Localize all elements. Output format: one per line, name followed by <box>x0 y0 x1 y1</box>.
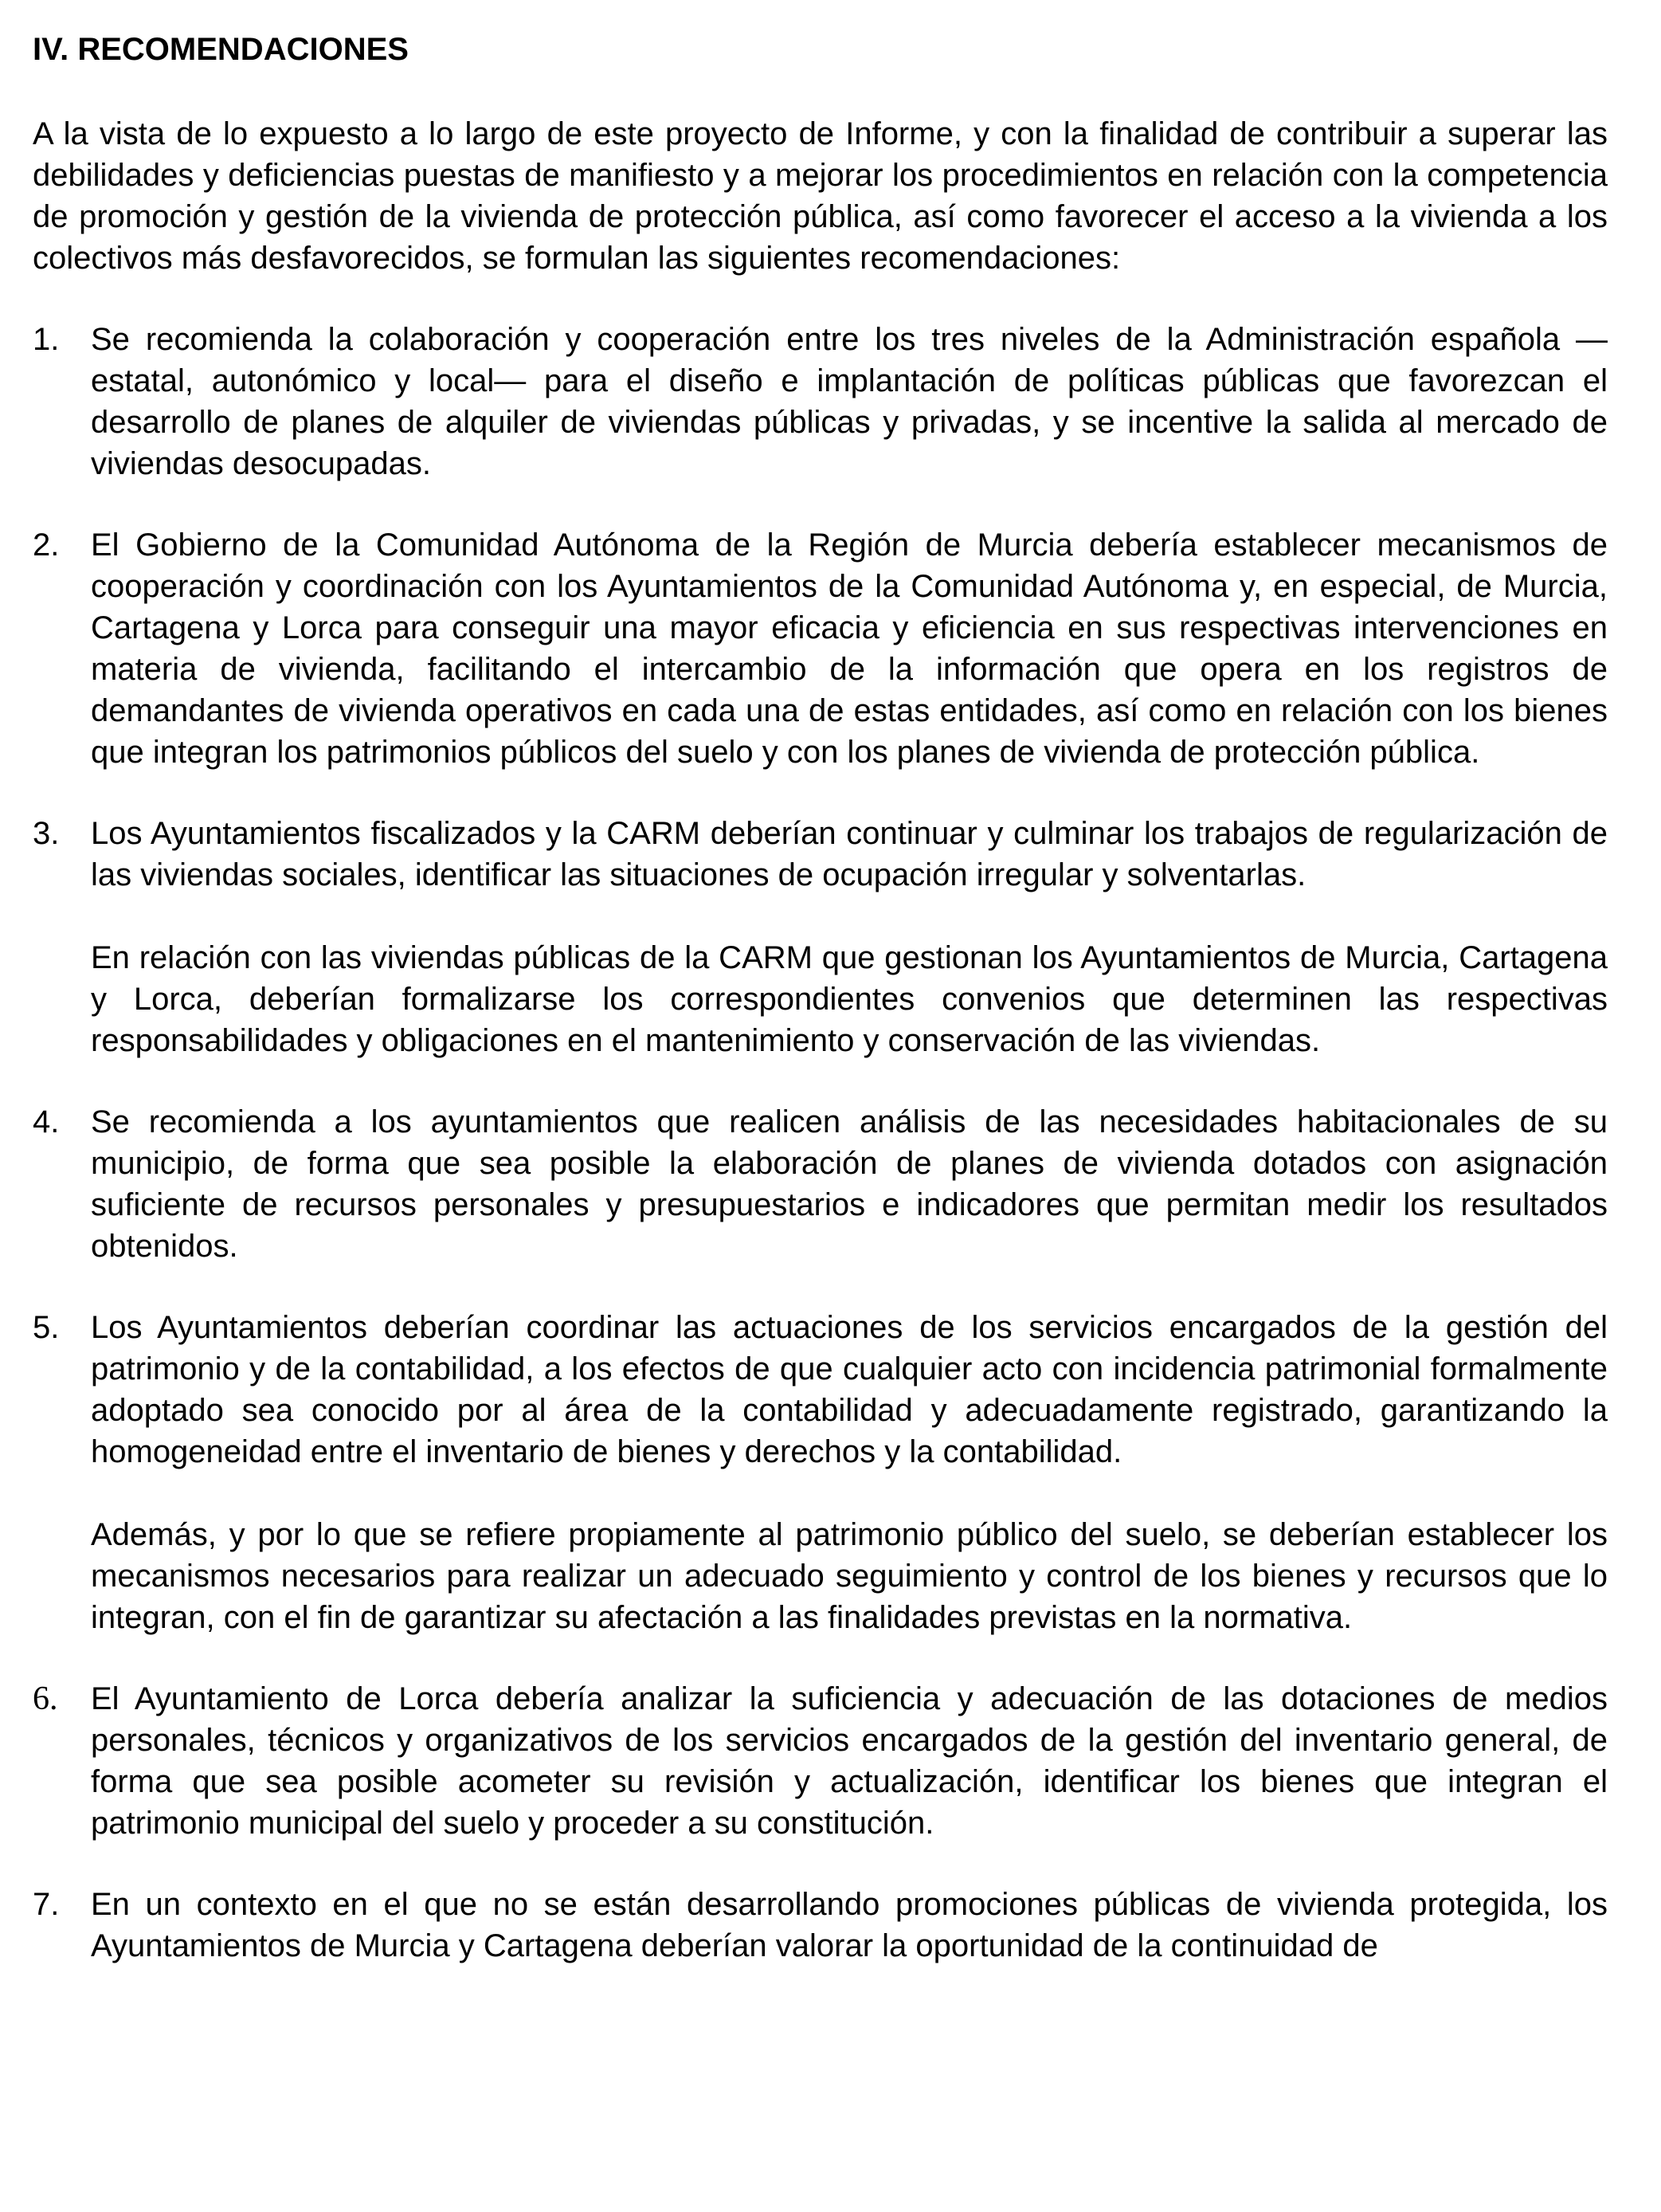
item-paragraph: En un contexto en el que no se están desarrollando promociones públicas de vivienda protegida, los Ayuntamientos de Murcia y Cartagena deberían valorar la oportunidad de la continuidad de <box>91 1887 1608 1963</box>
item-body <box>91 524 1608 773</box>
item-paragraph: Se recomienda a los ayuntamientos que realicen análisis de las necesidades habitacionales de su municipio, de forma que sea posible la elaboración de planes de vivienda dotados con asignación suficiente de recursos personales y presupuestarios e indicadores que permitan medir los resultados obtenidos. <box>91 1104 1608 1264</box>
recommendation-item <box>33 1307 1608 1638</box>
recommendation-item <box>33 1678 1608 1844</box>
item-paragraph: Se recomienda la colaboración y cooperación entre los tres niveles de la Administración española —estatal, autonómico y local— para el diseño e implantación de políticas públicas que favorezcan el desarrollo de planes de alquiler de viviendas públicas y privadas, y se incentive la salida al mercado de viviendas desocupadas. <box>91 322 1608 481</box>
item-body <box>91 319 1608 484</box>
item-body <box>91 813 1608 1061</box>
item-number: 4. <box>33 1104 60 1139</box>
item-number: 6. <box>33 1681 58 1717</box>
section-heading: IV. RECOMENDACIONES <box>33 32 409 67</box>
item-paragraph: Además, y por lo que se refiere propiamente al patrimonio público del suelo, se deberían establecer los mecanismos necesarios para realizar un adecuado seguimiento y control de los bienes y recursos que lo integran, con el fin de garantizar su afectación a las finalidades previstas en la normativa. <box>91 1517 1608 1635</box>
item-body <box>91 1101 1608 1267</box>
item-number: 3. <box>33 816 60 851</box>
item-body <box>91 1884 1608 1967</box>
item-paragraph: Los Ayuntamientos deberían coordinar las actuaciones de los servicios encargados de la gestión del patrimonio y de la contabilidad, a los efectos de que cualquier acto con incidencia patrimonial formalmente adoptado sea conocido por al área de la contabilidad y adecuadamente registrado, garantizando la homogeneidad entre el inventario de bienes y derechos y la contabilidad. <box>91 1310 1608 1469</box>
item-paragraph: Los Ayuntamientos fiscalizados y la CARM deberían continuar y culminar los trabajos de regularización de las viviendas sociales, identificar las situaciones de ocupación irregular y solventarlas. <box>91 816 1608 892</box>
document-page <box>33 16 1608 2006</box>
intro-paragraph: A la vista de lo expuesto a lo largo de este proyecto de Informe, y con la finalidad de contribuir a superar las debilidades y deficiencias puestas de manifiesto y a mejorar los procedimientos en relación con la competencia de promoción y gestión de la vivienda de protección pública, así como favorecer el acceso a la vivienda a los colectivos más desfavorecidos, se formulan las siguientes recomendaciones: <box>33 116 1608 276</box>
item-body <box>91 1307 1608 1638</box>
item-number: 1. <box>33 322 60 357</box>
item-number: 2. <box>33 528 60 563</box>
item-paragraph: El Ayuntamiento de Lorca debería analizar la suficiencia y adecuación de las dotaciones de medios personales, técnicos y organizativos de los servicios encargados de la gestión del inventario general, de forma que sea posible acometer su revisión y actualización, identificar los bienes que integran el patrimonio municipal del suelo y proceder a su constitución. <box>91 1681 1608 1841</box>
recommendation-item <box>33 1101 1608 1267</box>
item-number: 5. <box>33 1310 60 1345</box>
recommendation-item <box>33 319 1608 484</box>
item-body <box>91 1678 1608 1844</box>
recommendation-item <box>33 524 1608 773</box>
recommendation-item <box>33 1884 1608 1967</box>
item-number: 7. <box>33 1887 60 1922</box>
item-paragraph: El Gobierno de la Comunidad Autónoma de la Región de Murcia debería establecer mecanismos de cooperación y coordinación con los Ayuntamientos de la Comunidad Autónoma y, en especial, de Murcia, Cartagena y Lorca para conseguir una mayor eficacia y eficiencia en sus respectivas intervenciones en materia de vivienda, facilitando el intercambio de la información que opera en los registros de demandantes de vivienda operativos en cada una de estas entidades, así como en relación con los bienes que integran los patrimonios públicos del suelo y con los planes de vivienda de protección pública. <box>91 528 1608 770</box>
item-paragraph: En relación con las viviendas públicas de la CARM que gestionan los Ayuntamientos de Murcia, Cartagena y Lorca, deberían formalizarse los correspondientes convenios que determinen las respectivas responsabilidades y obligaciones en el mantenimiento y conservación de las viviendas. <box>91 940 1608 1058</box>
recommendation-item <box>33 813 1608 1061</box>
